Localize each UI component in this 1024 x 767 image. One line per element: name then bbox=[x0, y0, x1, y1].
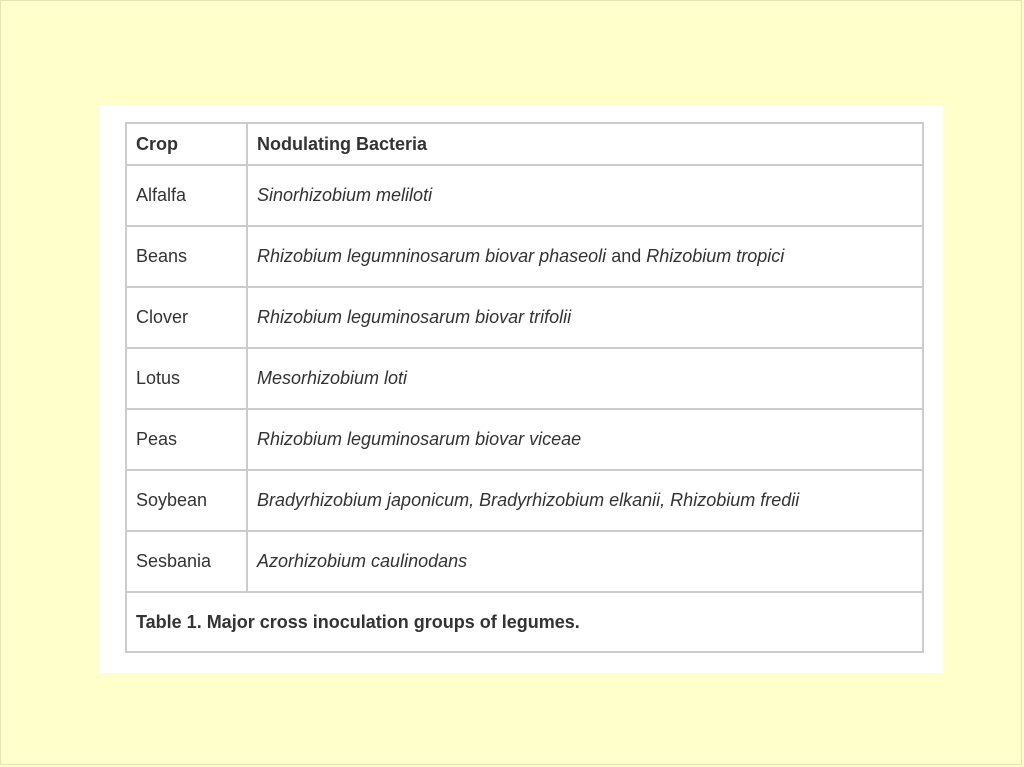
bacteria-cell bbox=[247, 409, 923, 470]
crop-cell: Lotus bbox=[126, 348, 247, 409]
crop-cell: Peas bbox=[126, 409, 247, 470]
table-row bbox=[126, 165, 923, 226]
bacteria-species-name: Rhizobium tropici bbox=[646, 246, 785, 266]
bacteria-cell bbox=[247, 165, 923, 226]
bacteria-cell bbox=[247, 287, 923, 348]
header-nodulating-bacteria: Nodulating Bacteria bbox=[247, 123, 923, 165]
table-header-row bbox=[126, 123, 923, 165]
legume-inoculation-table bbox=[125, 122, 924, 653]
table-row bbox=[126, 348, 923, 409]
table-row bbox=[126, 470, 923, 531]
bacteria-species-name: Rhizobium leguminosarum biovar trifolii bbox=[257, 307, 572, 327]
bacteria-cell bbox=[247, 348, 923, 409]
bacteria-species-name: Rhizobium leguminosarum biovar viceae bbox=[257, 429, 582, 449]
table-row bbox=[126, 226, 923, 287]
bacteria-conjunction: and bbox=[606, 246, 647, 266]
crop-cell: Sesbania bbox=[126, 531, 247, 592]
crop-cell: Clover bbox=[126, 287, 247, 348]
bacteria-cell bbox=[247, 531, 923, 592]
bacteria-species-name: Bradyrhizobium japonicum, Bradyrhizobium elkanii, Rhizobium fredii bbox=[257, 490, 800, 510]
crop-cell: Soybean bbox=[126, 470, 247, 531]
bacteria-species-name: Sinorhizobium meliloti bbox=[257, 185, 433, 205]
table-caption: Table 1. Major cross inoculation groups of legumes. bbox=[126, 592, 923, 652]
bacteria-species-name: Mesorhizobium loti bbox=[257, 368, 408, 388]
caption-row bbox=[126, 592, 923, 652]
table-card bbox=[100, 105, 943, 673]
table-row bbox=[126, 409, 923, 470]
bacteria-species-name: Azorhizobium caulinodans bbox=[257, 551, 468, 571]
crop-cell: Beans bbox=[126, 226, 247, 287]
header-crop: Crop bbox=[126, 123, 247, 165]
crop-cell: Alfalfa bbox=[126, 165, 247, 226]
table-row bbox=[126, 287, 923, 348]
bacteria-cell bbox=[247, 226, 923, 287]
table-body bbox=[126, 165, 923, 592]
bacteria-species-name: Rhizobium legumninosarum biovar phaseoli bbox=[257, 246, 607, 266]
bacteria-cell bbox=[247, 470, 923, 531]
table-row bbox=[126, 531, 923, 592]
